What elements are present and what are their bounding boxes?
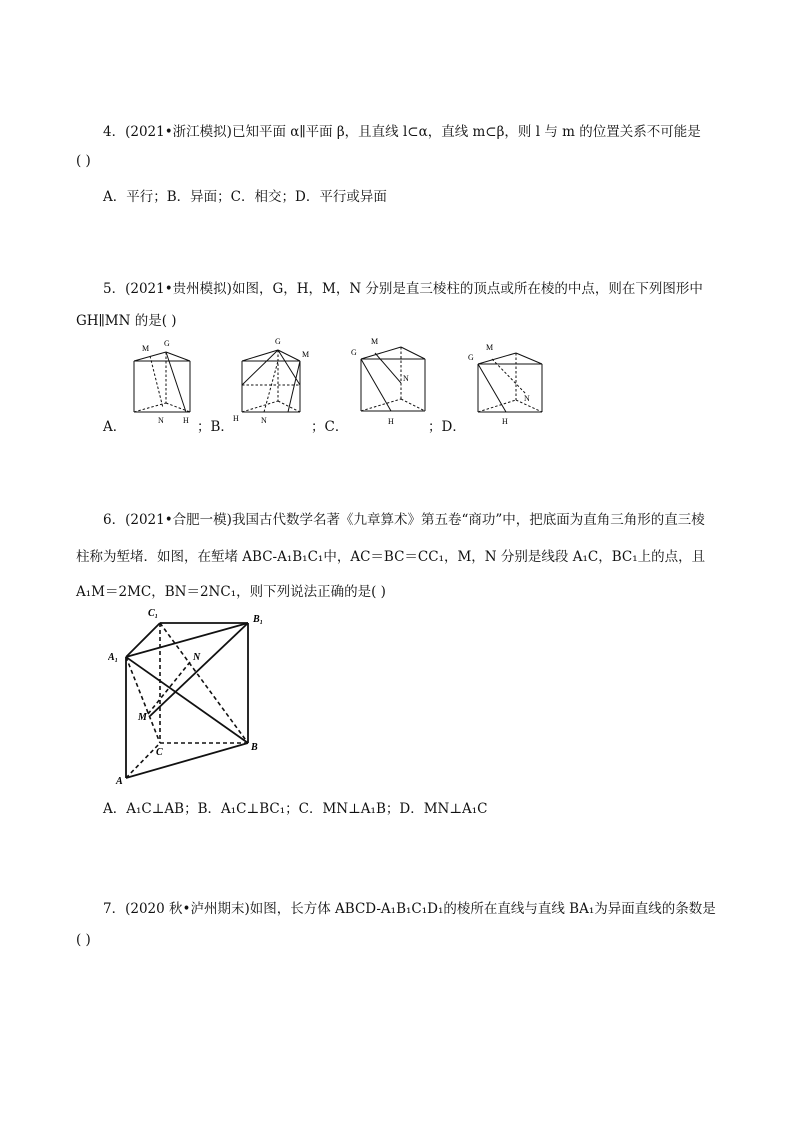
label-m: M (486, 343, 494, 352)
label-m: M (371, 337, 379, 346)
q5-option-d: ；D． (428, 419, 466, 435)
q6-stem-line2: 柱称为堑堵．如图，在堑堵 ABC-A₁B₁C₁中，AC＝BC＝CC₁，M，N 分别是线段 A₁C，BC₁上的点，且 (76, 549, 706, 565)
q5-figure-a (128, 335, 198, 430)
label-c: C (156, 747, 163, 758)
label-h: H (502, 417, 508, 426)
q7-stem-line1: 7．(2020 秋•泸州期末)如图，长方体 ABCD-A₁B₁C₁D₁的棱所在直线与直线 BA₁为异面直线的条数是 (103, 901, 716, 917)
label-b: B (251, 742, 258, 753)
label-g: G (275, 337, 281, 346)
label-n: N (524, 394, 530, 403)
label-n: N (193, 652, 201, 663)
q5-stem-line1: 5．(2021•贵州模拟)如图，G，H，M，N 分别是直三棱柱的顶点或所在棱的中点，则在下列图形中 (103, 281, 703, 297)
label-h: H (183, 416, 189, 425)
label-g: G (351, 348, 357, 357)
label-h: H (233, 414, 239, 423)
label-g: G (468, 353, 474, 362)
q5-stem-line2: GH∥MN 的是( ) (76, 313, 177, 329)
q6-figure-qiandu (108, 602, 273, 787)
label-c1: C₁ (148, 608, 159, 619)
label-g: G (164, 339, 170, 348)
q6-options: A．A₁C⊥AB；B．A₁C⊥BC₁；C．MN⊥A₁B；D．MN⊥A₁C (103, 801, 488, 817)
label-m: M (142, 344, 150, 353)
label-n: N (403, 374, 409, 383)
label-n: N (261, 416, 267, 425)
q4-stem-line2: ( ) (76, 153, 91, 169)
label-m: M (302, 350, 310, 359)
q5-figure-d (464, 340, 548, 430)
label-m: M (138, 712, 147, 723)
q5-figure-c (343, 333, 431, 430)
q4-options: A．平行；B．异面；C．相交；D．平行或异面 (103, 189, 387, 205)
q6-stem-line1: 6．(2021•合肥一模)我国古代数学名著《九章算术》第五卷“商功”中，把底面为直角三角形的直三棱 (103, 512, 705, 528)
q5-option-b: ；B． (197, 419, 234, 435)
label-a1: A₁ (108, 652, 119, 663)
q5-option-c: ；C． (311, 419, 349, 435)
label-b1: B₁ (253, 614, 264, 625)
q4-stem-line1: 4．(2021•浙江模拟)已知平面 α∥平面 β，且直线 l⊂α，直线 m⊂β，则 l 与 m 的位置关系不可能是 (103, 124, 701, 140)
label-n: N (158, 416, 164, 425)
label-h: H (388, 417, 394, 426)
q6-stem-line3: A₁M＝2MC，BN＝2NC₁，则下列说法正确的是( ) (76, 584, 386, 600)
q5-option-a: A． (103, 419, 127, 435)
q5-figure-b (232, 333, 312, 430)
label-a: A (116, 776, 123, 787)
q7-stem-line2: ( ) (76, 932, 91, 948)
